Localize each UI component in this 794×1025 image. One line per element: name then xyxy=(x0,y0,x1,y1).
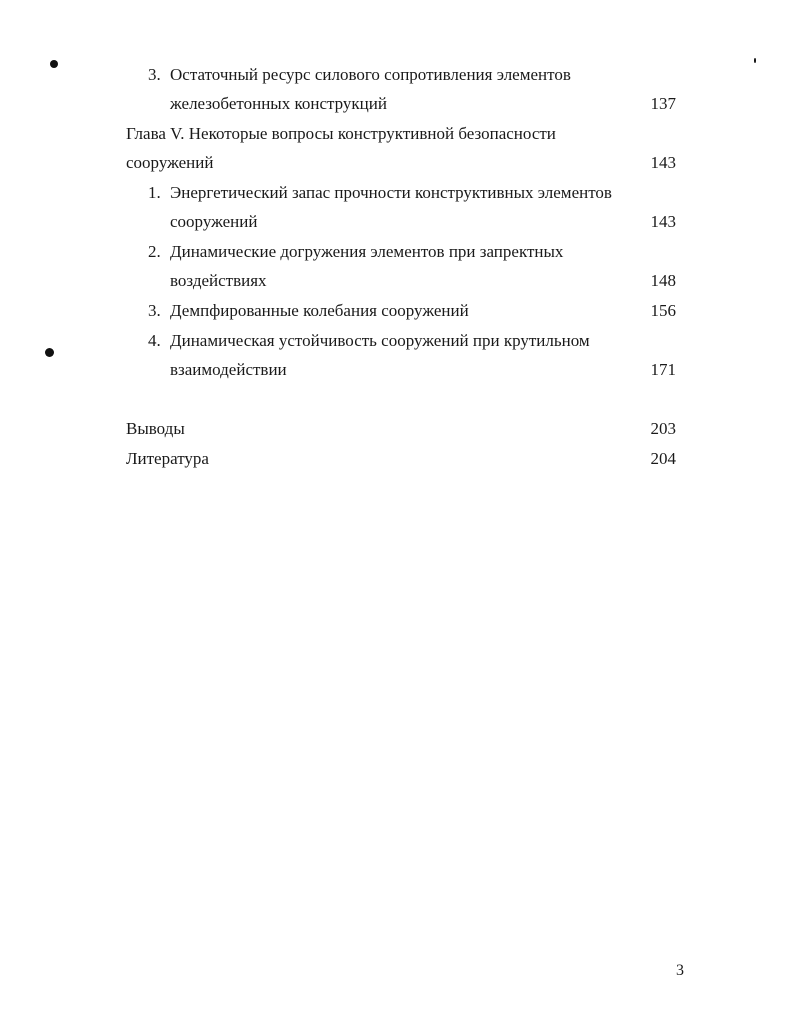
toc-entry-title-cont: сооружений xyxy=(170,212,258,231)
toc-entry-page: 148 xyxy=(650,271,676,290)
toc-entry-title: Динамическая устойчивость сооружений при крутильном xyxy=(170,331,590,350)
toc-entry-number: 4. xyxy=(148,331,161,350)
toc-chapter-title: Глава V. Некоторые вопросы конструктивной безопасности xyxy=(126,124,556,143)
toc-literature-label: Литература xyxy=(126,449,209,468)
toc-entry-number: 2. xyxy=(148,242,161,261)
toc-conclusions-page: 203 xyxy=(650,419,676,438)
toc-chapter-page: 143 xyxy=(650,153,676,172)
toc-entry-page: 143 xyxy=(650,212,676,231)
toc-chapter-title-cont: сооружений xyxy=(126,153,214,172)
toc-literature-page: 204 xyxy=(650,449,676,468)
toc-entry-title: Демпфированные колебания сооружений xyxy=(170,301,469,320)
toc-entry-title-cont: воздействиях xyxy=(170,271,267,290)
toc-entry-title-cont: железобетонных конструкций xyxy=(170,94,387,113)
scan-speck xyxy=(45,348,54,357)
toc-entry-number: 1. xyxy=(148,183,161,202)
toc-entry-title: Энергетический запас прочности конструктивных элементов xyxy=(170,183,612,202)
page-number: 3 xyxy=(676,962,684,979)
scan-speck xyxy=(50,60,58,68)
toc-entry-title: Остаточный ресурс силового сопротивления элементов xyxy=(170,65,571,84)
toc-conclusions-label: Выводы xyxy=(126,419,185,438)
toc-entry-page: 156 xyxy=(650,301,676,320)
toc-entry-title: Динамические догружения элементов при запректных xyxy=(170,242,564,261)
toc-entry-page: 171 xyxy=(650,360,676,379)
toc-entry-number: 3. xyxy=(148,65,161,84)
toc-entry-number: 3. xyxy=(148,301,161,320)
scan-speck xyxy=(754,58,756,63)
toc-entry-title-cont: взаимодействии xyxy=(170,360,287,379)
toc-entry-page: 137 xyxy=(650,94,676,113)
